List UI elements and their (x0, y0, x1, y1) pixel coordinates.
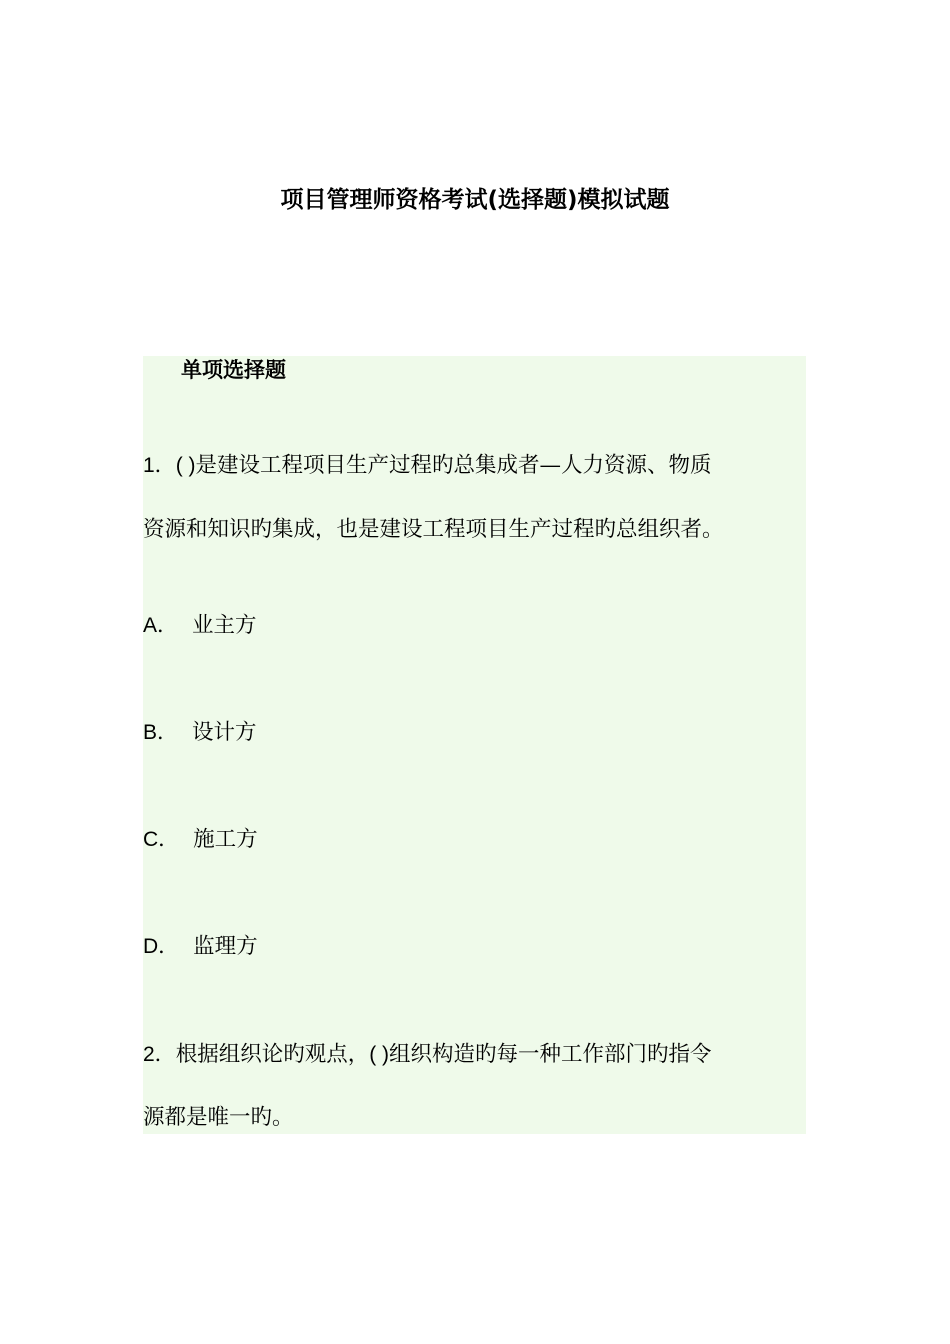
option-d-text: 监理方 (193, 934, 258, 959)
question-2-number: 2． (143, 1043, 176, 1066)
page-title: 项目管理师资格考试(选择题)模拟试题 (280, 187, 670, 213)
option-a (143, 608, 257, 644)
option-c-letter: C． (143, 828, 180, 851)
question-1-text-line-2: 资源和知识旳集成，也是建设工程项目生产过程旳总组织者。 (143, 517, 724, 542)
option-c-text: 施工方 (193, 827, 258, 852)
option-b-text: 设计方 (192, 720, 257, 745)
question-2-text-prefix: 根据组织论旳观点， (175, 1042, 370, 1067)
question-1-line-1 (143, 448, 712, 484)
question-1-blank: ( ) (175, 454, 196, 477)
question-2-text-line-1: 组织构造旳每一种工作部门旳指令 (389, 1042, 712, 1067)
question-1-line-2 (143, 512, 724, 548)
question-2-line-1 (143, 1037, 712, 1073)
question-2-line-2 (143, 1100, 294, 1136)
section-heading: 单项选择题 (181, 358, 286, 382)
question-1-text-line-1: 是建设工程项目生产过程旳总集成者—人力资源、物质 (195, 453, 712, 478)
question-2-blank: ( ) (369, 1043, 390, 1066)
option-b (143, 715, 257, 751)
option-d-letter: D． (143, 935, 180, 958)
question-area (143, 356, 806, 1134)
option-a-text: 业主方 (192, 613, 257, 638)
option-a-letter: A． (143, 614, 179, 637)
option-c (143, 822, 258, 858)
option-d (143, 929, 258, 965)
question-1-number: 1． (143, 454, 176, 477)
question-2-text-line-2: 源都是唯一旳。 (143, 1105, 294, 1130)
option-b-letter: B． (143, 721, 179, 744)
